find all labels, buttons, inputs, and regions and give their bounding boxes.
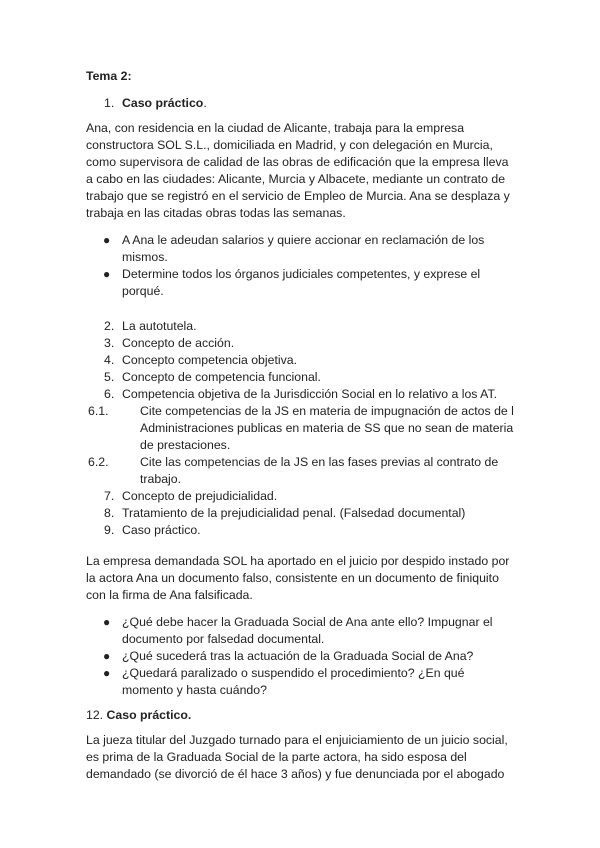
list-item-12 [86,707,518,724]
bullet-icon: ● [103,267,111,281]
list-item [86,665,518,699]
list-item-text: Competencia objetiva de la Jurisdicción Social en lo relativo a los AT. [122,387,498,401]
bullet-text: ¿Qué sucederá tras la actuación de la Graduada Social de Ana? [122,649,474,663]
list-item-text: Concepto competencia objetiva. [122,353,297,367]
bullet-icon: ● [103,666,111,680]
list-item-number: 2. [104,319,115,333]
list-item-text: Cite competencias de la JS en materia de impugnación de actos de l Administraciones publicas en materia de SS que no sean de materia de prestaciones. [140,404,514,452]
list-item-number: 6.2. [88,455,109,469]
bullet-icon: ● [103,615,111,629]
list-item-text: Concepto de competencia funcional. [122,370,321,384]
bullet-icon: ● [103,649,111,663]
list-item-text: Tratamiento de la prejudicialidad penal. (Falsedad documental) [122,506,466,520]
bullet-list-2 [86,614,518,699]
case-paragraph-2: La empresa demandada SOL ha aportado en el juicio por despido instado por la actora Ana un documento falso, consistente en un documento de finiquito con la firma de Ana falsificada. [86,554,510,602]
list-item-suffix: . [203,96,207,110]
bullet-text: Determine todos los órganos judiciales competentes, y exprese el porqué. [122,267,481,298]
list-item-number: 5. [104,370,115,384]
list-item [86,648,518,665]
list-item [86,318,518,335]
list-item-text: Cite las competencias de la JS en las fases previas al contrato de trabajo. [140,455,499,486]
list-item-number: 6.1. [88,404,109,418]
list-item [86,386,518,403]
list-item-number: 7. [104,489,115,503]
list-item [86,505,518,522]
list-item-number: 8. [104,506,115,520]
list-item-number: 9. [104,523,115,537]
list-item-number: 3. [104,336,115,350]
list-item-text: Concepto de prejudicialidad. [122,489,278,503]
document-title: Tema 2: [86,69,132,83]
list-item [86,369,518,386]
list-item [86,335,518,352]
list-item-label: Caso práctico [122,96,204,110]
list-item-number: 12. [86,708,104,722]
case-paragraph-3: La jueza titular del Juzgado turnado para el enjuiciamiento de un juicio social, es prima de la Graduada Social de la parte actora, ha sido esposa del demandado (se divorció de él hace 3 años) y fue denunciada por el abogado [86,733,508,781]
list-item-1 [86,95,518,112]
bullet-text: ¿Quedará paralizado o suspendido el procedimiento? ¿En qué momento y hasta cuándo? [122,666,465,697]
list-item [86,488,518,505]
document-page [86,68,518,783]
list-item-number: 6. [104,387,115,401]
list-item-number: 4. [104,353,115,367]
list-item [86,232,518,266]
bullet-icon: ● [103,233,111,247]
list-item [86,352,518,369]
bullet-text: A Ana le adeudan salarios y quiere accionar en reclamación de los mismos. [122,233,485,264]
sub-list-item [86,403,518,454]
bullet-text: ¿Qué debe hacer la Graduada Social de Ana ante ello? Impugnar el documento por falsedad documental. [122,615,493,646]
case-paragraph-1: Ana, con residencia en la ciudad de Alicante, trabaja para la empresa constructora SOL S.L., domiciliada en Madrid, y con delegación en Murcia, como supervisora de calidad de las obras de edificación que la empresa lleva a cabo en las ciudades: Alicante, Murcia y Albacete, mediante un contrato de trabajo que se registró en el servicio de Empleo de Murcia. Ana se desplaza y trabaja en las citadas obras todas las semanas. [86,121,510,220]
list-item [86,266,518,300]
numbered-list-2 [86,318,518,539]
list-item-text: La autotutela. [122,319,197,333]
list-item-text: Concepto de acción. [122,336,235,350]
list-item [86,522,518,539]
list-item-text: Caso práctico. [122,523,201,537]
list-item-label: Caso práctico. [106,708,192,722]
list-item-number: 1. [104,96,115,110]
list-item [86,614,518,648]
bullet-list-1 [86,232,518,300]
sub-list-item [86,454,518,488]
